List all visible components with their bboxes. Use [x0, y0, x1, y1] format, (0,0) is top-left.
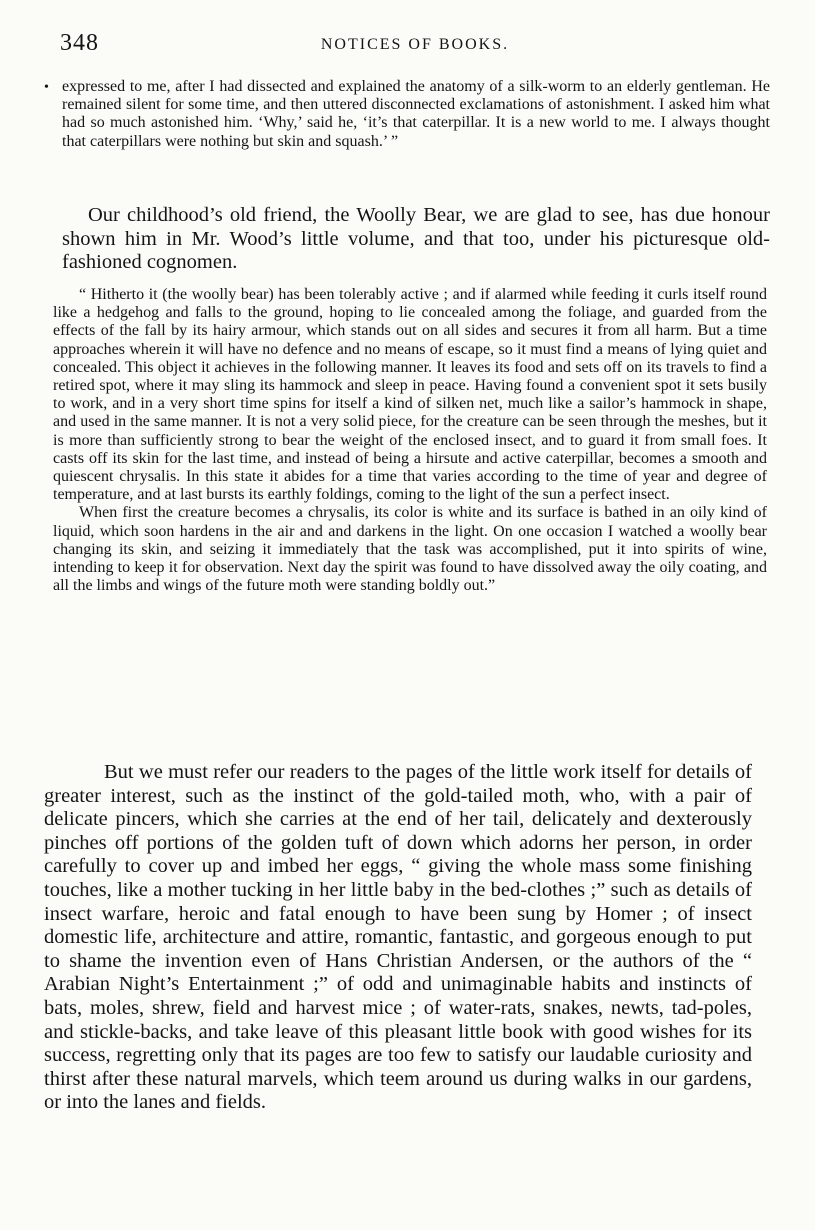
running-title: NOTICES OF BOOKS.	[320, 36, 510, 53]
body-paragraph-woolly-bear	[62, 204, 770, 275]
margin-mark: •	[44, 80, 49, 95]
running-head	[60, 30, 770, 58]
page-number: 348	[60, 30, 99, 56]
paragraph-text: But we must refer our readers to the pages of the little work itself for details of greater interest, such as the instinct of the gold-tailed moth, who, with a pair of delicate pincers, which she carries at the end of her tail, delicately and dexterously pinches off portions of the golden tuft of down which adorns her person, in order carefully to cover up and imbed her eggs, “ giving the whole mass some finishing touches, like a mother tucking in her little baby in the bed-clothes ;” such as details of insect warfare, heroic and fatal enough to have been sung by Homer ; of insect domestic life, architecture and attire, romantic, fantastic, and gorgeous enough to put to shame the invention even of Hans Christian Andersen, or the authors of the “ Arabian Night’s Entertainment ;” of odd and unimaginable habits and instincts of bats, moles, shrew, field and harvest mice ; of water-rats, snakes, newts, tad-poles, and stickle-backs, and take leave of this pleasant little book with good wishes for its success, regretting only that its pages are too few to satisfy our laudable curiosity and thirst after these natural marvels, which teem around us during walks in our gardens, or into the lanes and fields.	[44, 761, 752, 1114]
body-paragraph-closing	[44, 761, 752, 1115]
quotation-paragraph-b: When first the creature becomes a chrysalis, its color is white and its surface is bathed in an oily kind of liquid, which soon hardens in the air and and darkens in the light. On one occasion I watched a woolly bear changing its skin, and seizing it immediately that the task was accomplished, put it into spirits of wine, intending to keep it for observation. Next day the spirit was found to have dissolved away the oily coating, and all the limbs and wings of the future moth were standing boldly out.”	[53, 504, 767, 595]
woolly-bear-quotation	[53, 286, 767, 595]
quotation-text: expressed to me, after I had dissected and explained the anatomy of a silk-worm to an elderly gentleman. He remained silent for some time, and then uttered disconnected exclamations of astonishment. I asked him what had so much astonished him. ‘Why,’ said he, ‘it’s that caterpillar. It is a new world to me. I always thought that caterpillars were nothing but skin and squash.’ ”	[62, 78, 770, 150]
paragraph-text: Our childhood’s old friend, the Woolly Bear, we are glad to see, has due honour shown him in Mr. Wood’s little volume, and that too, under his picturesque old-fashioned cognomen.	[62, 204, 770, 274]
closing-quotation	[62, 78, 770, 151]
quotation-paragraph-a: “ Hitherto it (the woolly bear) has been tolerably active ; and if alarmed while feeding it curls itself round like a hedgehog and falls to the ground, hoping to lie concealed among the foliage, and guarded from the effects of the fall by its hairy armour, which stands out on all sides and secures it from all harm. But a time approaches wherein it will have no defence and no means of escape, so it must find a means of lying quiet and concealed. This object it achieves in the following manner. It leaves its food and sets off on its travels to find a retired spot, where it may sling its hammock and sleep in peace. Having found a convenient spot it sets busily to work, and in a very short time spins for itself a kind of silken net, much like a sailor’s hammock in shape, and used in the same manner. It is not a very solid piece, for the creature can be seen through the meshes, but it is more than sufficiently strong to bear the weight of the enclosed insect, and to guard it from small foes. It casts off its skin for the last time, and instead of being a hirsute and active caterpillar, becomes a smooth and quiescent chrysalis. In this state it abides for a time that varies according to the time of year and degree of temperature, and at last bursts its earthly foldings, coming to the light of the sun a perfect insect.	[53, 286, 767, 504]
